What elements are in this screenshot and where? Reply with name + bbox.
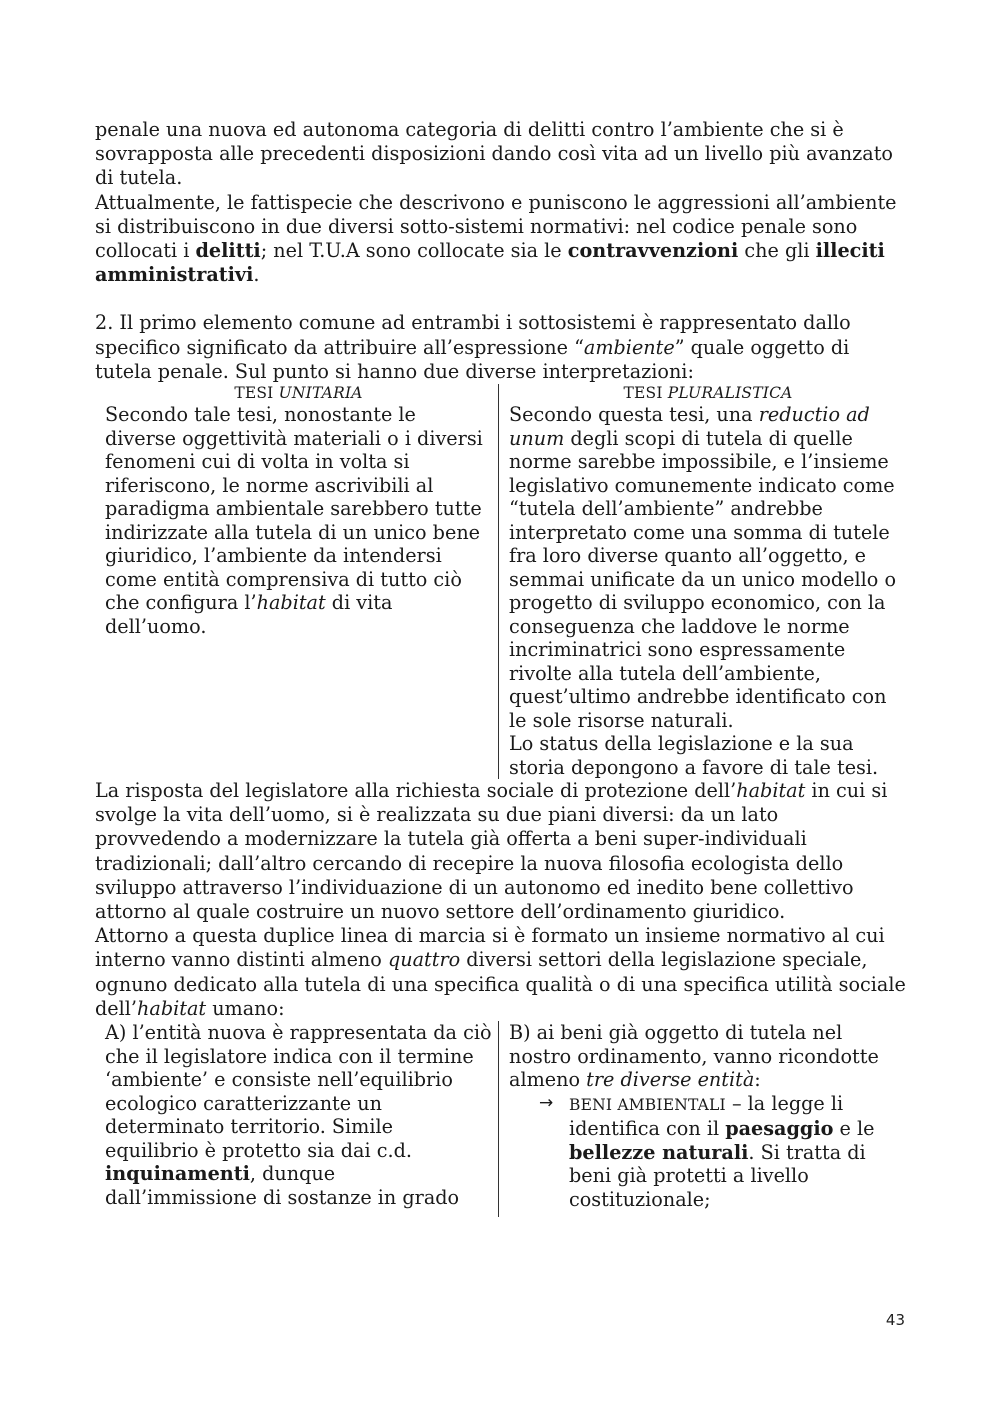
bullet-beni-ambientali: [539, 1092, 907, 1212]
thesis-pluralistica-conclusion: Lo status della legislazione e la sua storia depongono a favore di tale tesi.: [509, 732, 879, 779]
section-2-paragraph: [95, 311, 907, 384]
bold-inquinamenti: inquinamenti: [105, 1162, 250, 1186]
sector-b-column: [499, 1021, 907, 1217]
intro-text-c: che gli: [738, 239, 816, 263]
bold-paesaggio: paesaggio: [725, 1117, 834, 1141]
bullet-label: BENI AMBIENTALI: [569, 1095, 726, 1114]
thesis-pluralistica-column: [499, 384, 907, 779]
pluralistica-text-b: degli scopi di tutela di quelle norme sarebbe impossibile, e l’insieme legislativo comunemente indicato come “tutela dell’ambiente” andrebbe interpretato come una somma di tutele fra loro diverse quanto all’oggetto, e semmai unificate da un unico modello o progetto di sviluppo economico, con la conseguenza che laddove le norme incriminatrici sono espressamente rivolte alla tutela dell’ambiente, quest’ultimo andrebbe identificato con le sole risorse naturali.: [509, 426, 897, 732]
intro-paragraph-2: [95, 191, 907, 288]
sectors-paragraph: [95, 924, 907, 1021]
italic-habitat: habitat: [736, 779, 806, 803]
thesis-unitaria-column: [95, 384, 499, 779]
bullet-text-a: – la legge li identifica con il: [569, 1091, 844, 1141]
thesis-comparison-table: [95, 384, 907, 779]
bold-contravvenzioni: contravvenzioni: [567, 239, 739, 263]
sector-a-text-b: , dunque dall’immissione di sostanze in grado: [105, 1162, 460, 1209]
heading-prefix: TESI: [234, 384, 279, 403]
thesis-unitaria-text: [105, 403, 492, 638]
response-text-a: La risposta del legislatore alla richiesta sociale di protezione dell’: [95, 779, 737, 803]
page-content: [95, 118, 907, 1217]
intro-text: penale una nuova ed autonoma categoria di delitti contro l’ambiente che si è sovrapposta alle precedenti disposizioni dando così vita ad un livello più avanzato di tutela.: [95, 118, 893, 190]
bullet-text: [569, 1092, 907, 1212]
italic-tre-entita: tre diverse entità: [586, 1068, 755, 1092]
sector-b-text-a: B) ai beni già oggetto di tutela nel nostro ordinamento, vanno ricondotte almeno: [509, 1021, 879, 1092]
sectors-text-a: Attorno a questa duplice linea di marcia si è formato un insieme normativo al cui interno vanno distinti almeno: [95, 924, 885, 972]
heading-italic: UNITARIA: [278, 384, 363, 403]
sector-b-text: [509, 1021, 907, 1092]
page-number: 43: [885, 1311, 905, 1329]
arrow-right-icon: →: [539, 1092, 554, 1113]
sector-a-column: [95, 1021, 499, 1217]
bullet-text-c: . Si tratta di beni già protetti a livello costituzionale;: [569, 1140, 866, 1211]
bold-delitti: delitti: [195, 239, 261, 263]
pluralistica-text-a: Secondo questa tesi, una: [509, 403, 759, 427]
heading-prefix: TESI: [623, 384, 668, 403]
italic-ambiente: ambiente: [583, 335, 675, 359]
intro-text-a: Attualmente, le fattispecie che descrivono e puniscono le aggressioni all’ambiente si distribuiscono in due diversi sotto-sistemi normativi: nel codice penale sono collocati i: [95, 190, 897, 263]
sectors-table: [95, 1021, 907, 1217]
unitaria-text-b: di vita dell’uomo.: [105, 591, 393, 638]
italic-quattro: quattro: [387, 948, 461, 972]
thesis-pluralistica-heading: [509, 384, 907, 403]
thesis-unitaria-heading: [105, 384, 492, 403]
sectors-text-b: diversi settori della legislazione speciale, ognuno dedicato alla tutela di una specifica qualità o di una specifica utilità sociale dell’: [95, 948, 906, 1020]
section2-text-a: 2. Il primo elemento comune ad entrambi i sottosistemi è rappresentato dallo specifico significato da attribuire all’espressione “: [95, 311, 851, 359]
intro-text-d: .: [253, 263, 260, 287]
response-paragraph: [95, 779, 907, 924]
section2-text-b: ” quale oggetto di tutela penale. Sul punto si hanno due diverse interpretazioni:: [95, 335, 850, 383]
thesis-pluralistica-text: [509, 403, 907, 732]
heading-italic: PLURALISTICA: [667, 384, 793, 403]
bold-bellezze-naturali: bellezze naturali: [569, 1140, 749, 1164]
sector-b-text-b: :: [754, 1068, 761, 1092]
italic-habitat: habitat: [256, 591, 326, 615]
bold-illeciti: illeciti amministrativi: [95, 239, 885, 287]
italic-habitat: habitat: [137, 996, 207, 1020]
italic-reductio: reductio ad unum: [509, 403, 870, 450]
bullet-text-b: e le: [833, 1117, 875, 1141]
intro-text-b: ; nel T.U.A sono collocate sia le: [260, 239, 568, 263]
response-text-b: in cui si svolge la vita dell’uomo, si è realizzata su due piani diversi: da un lato provvedendo a modernizzare la tutela già offerta a beni super-individuali tradizionali; dall’altro cercando di recepire la nuova filosofia ecologista dello sviluppo attraverso l’individuazione di un autonomo ed inedito bene collettivo attorno al quale costruire un nuovo settore dell’ordinamento giuridico.: [95, 779, 888, 924]
sectors-text-c: umano:: [206, 996, 285, 1020]
sector-a-text-a: A) l’entità nuova è rappresentata da ciò che il legislatore indica con il termine ‘ambiente’ e consiste nell’equilibrio ecologico caratterizzante un determinato territorio. Simile equilibrio è protetto sia dai c.d.: [105, 1021, 492, 1162]
sector-a-text: [105, 1021, 492, 1209]
intro-paragraph-1: [95, 118, 907, 191]
unitaria-text-a: Secondo tale tesi, nonostante le diverse oggettività materiali o i diversi fenomeni cui di volta in volta si riferiscono, le norme ascrivibili al paradigma ambientale sarebbero tutte indirizzate alla tutela di un unico bene giuridico, l’ambiente da intendersi come entità comprensiva di tutto ciò che configura l’: [105, 403, 483, 615]
paragraph-gap: [95, 287, 907, 311]
